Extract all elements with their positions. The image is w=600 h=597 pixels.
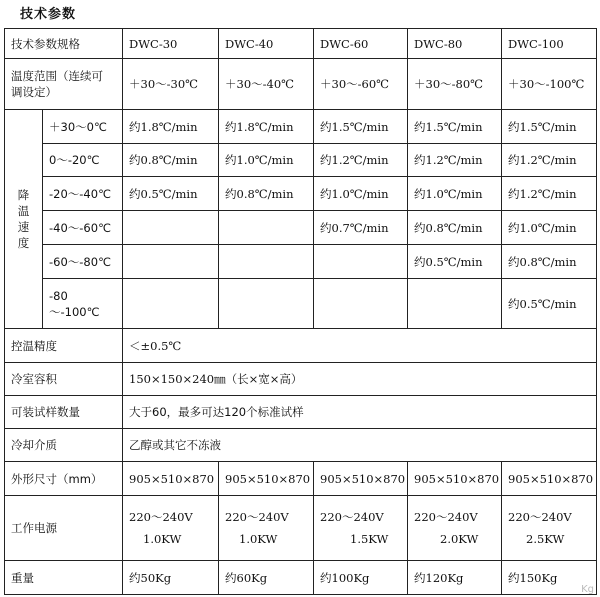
dimensions-value: 905×510×870 [502, 462, 597, 496]
weight-row [5, 561, 597, 595]
cooling-value: 约1.5℃/min [408, 110, 502, 144]
coolant-row [5, 429, 597, 462]
power-value: 220～240V 2.0KW [408, 496, 502, 561]
cooling-value: 约0.8℃/min [502, 245, 597, 279]
cooling-value [123, 279, 219, 329]
cooling-value: 约0.5℃/min [408, 245, 502, 279]
model-dwc-40: DWC-40 [219, 29, 314, 59]
power-value: 220～240V 1.0KW [219, 496, 314, 561]
temp-accuracy-value: ＜±0.5℃ [123, 329, 597, 363]
cooling-value: 约1.2℃/min [502, 144, 597, 177]
weight-value: 约100Kg [314, 561, 408, 595]
coolant-value: 乙醇或其它不冻液 [123, 429, 597, 462]
cooling-value: 约1.2℃/min [502, 177, 597, 211]
cooling-value [123, 245, 219, 279]
cooling-value: 约0.8℃/min [123, 144, 219, 177]
cooling-row [5, 110, 597, 144]
cooling-value: 约1.5℃/min [502, 110, 597, 144]
watermark: Kg [581, 584, 594, 595]
cooling-value: 约0.7℃/min [314, 211, 408, 245]
dimensions-value: 905×510×870 [314, 462, 408, 496]
cooling-value [408, 279, 502, 329]
chamber-volume-row [5, 363, 597, 396]
cooling-value: 约1.2℃/min [408, 144, 502, 177]
cooling-row [5, 144, 597, 177]
weight-value: 约120Kg [408, 561, 502, 595]
section-title: 技术参数 [20, 7, 77, 22]
cooling-value: 约1.2℃/min [314, 144, 408, 177]
cooling-value: 约1.0℃/min [408, 177, 502, 211]
cooling-row [5, 279, 597, 329]
cooling-value: 约1.0℃/min [219, 144, 314, 177]
header-label: 技术参数规格 [5, 29, 123, 59]
temp-range-value: ＋30～-100℃ [502, 59, 597, 110]
cooling-range: -80 ～-100℃ [43, 279, 123, 329]
cooling-range: -40～-60℃ [43, 211, 123, 245]
cooling-value [123, 211, 219, 245]
chamber-volume-label: 冷室容积 [5, 363, 123, 396]
cooling-value: 约1.8℃/min [123, 110, 219, 144]
cooling-value: 约1.0℃/min [314, 177, 408, 211]
coolant-label: 冷却介质 [5, 429, 123, 462]
cooling-value: 约1.8℃/min [219, 110, 314, 144]
dimensions-value: 905×510×870 [219, 462, 314, 496]
cooling-row [5, 211, 597, 245]
model-dwc-60: DWC-60 [314, 29, 408, 59]
cooling-range: ＋30～0℃ [43, 110, 123, 144]
header-row [5, 29, 597, 59]
sample-count-label: 可装试样数量 [5, 396, 123, 429]
temp-range-value: ＋30～-40℃ [219, 59, 314, 110]
temp-range-label: 温度范围（连续可 调设定） [5, 59, 123, 110]
power-value: 220～240V 2.5KW [502, 496, 597, 561]
model-dwc-80: DWC-80 [408, 29, 502, 59]
weight-value: 约150Kg [502, 561, 597, 595]
cooling-value [219, 245, 314, 279]
dimensions-label: 外形尺寸（mm） [5, 462, 123, 496]
dimensions-value: 905×510×870 [123, 462, 219, 496]
cooling-rate-label: 降 温 速 度 [5, 110, 43, 329]
power-value: 220～240V 1.0KW [123, 496, 219, 561]
dimensions-row [5, 462, 597, 496]
weight-value: 约60Kg [219, 561, 314, 595]
cooling-value: 约1.5℃/min [314, 110, 408, 144]
power-label: 工作电源 [5, 496, 123, 561]
temp-accuracy-label: 控温精度 [5, 329, 123, 363]
dimensions-value: 905×510×870 [408, 462, 502, 496]
spec-table [4, 28, 597, 595]
power-row [5, 496, 597, 561]
cooling-value: 约0.5℃/min [502, 279, 597, 329]
sample-count-value: 大于60，最多可达120个标准试样 [123, 396, 597, 429]
cooling-value: 约0.8℃/min [408, 211, 502, 245]
temp-range-value: ＋30～-60℃ [314, 59, 408, 110]
chamber-volume-value: 150×150×240㎜（长×宽×高） [123, 363, 597, 396]
cooling-range: 0～-20℃ [43, 144, 123, 177]
temp-range-value: ＋30～-30℃ [123, 59, 219, 110]
cooling-value: 约1.0℃/min [502, 211, 597, 245]
sample-count-row [5, 396, 597, 429]
cooling-value [314, 279, 408, 329]
cooling-row [5, 245, 597, 279]
cooling-value: 约0.8℃/min [219, 177, 314, 211]
cooling-value [219, 211, 314, 245]
cooling-range: -20～-40℃ [43, 177, 123, 211]
temp-accuracy-row [5, 329, 597, 363]
cooling-value [314, 245, 408, 279]
cooling-value [219, 279, 314, 329]
weight-label: 重量 [5, 561, 123, 595]
power-value: 220～240V 1.5KW [314, 496, 408, 561]
temp-range-row [5, 59, 597, 110]
cooling-range: -60～-80℃ [43, 245, 123, 279]
cooling-row [5, 177, 597, 211]
temp-range-value: ＋30～-80℃ [408, 59, 502, 110]
model-dwc-100: DWC-100 [502, 29, 597, 59]
cooling-value: 约0.5℃/min [123, 177, 219, 211]
weight-value: 约50Kg [123, 561, 219, 595]
model-dwc-30: DWC-30 [123, 29, 219, 59]
